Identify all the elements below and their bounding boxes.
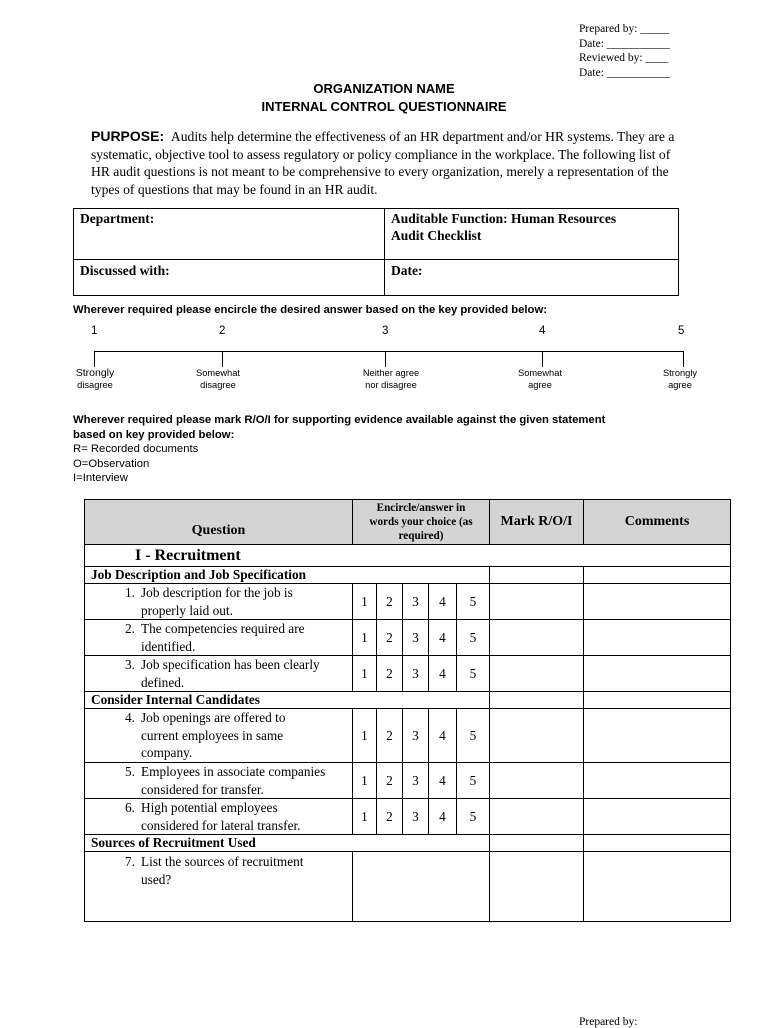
- comments-cell[interactable]: [584, 584, 731, 620]
- department-label: Department:: [80, 211, 155, 226]
- scale-tick: [222, 351, 223, 367]
- scale-number-4: 4: [539, 325, 546, 337]
- question-cell: 1. Job description for the job is properly laid out.: [85, 584, 353, 620]
- roi-instruction: Wherever required please mark R/O/I for supporting evidence available against the given statement based on key provided below:: [73, 414, 606, 441]
- key-recorded: R= Recorded documents: [73, 443, 199, 455]
- question-cell: 6. High potential employees considered for lateral transfer.: [85, 799, 353, 835]
- question-cell: 3. Job specification has been clearly defined.: [85, 656, 353, 692]
- mark-roi-cell[interactable]: [490, 709, 584, 763]
- scale-option[interactable]: 1: [353, 584, 377, 620]
- document-title: [0, 80, 768, 116]
- scale-option[interactable]: 1: [353, 656, 377, 692]
- purpose-text: Audits help determine the effectiveness of an HR department and/or HR systems. They are a systematic, objective tool to assess regulatory or policy compliance in the workplace. The following list of HR audit questions is not meant to be comprehensive to every organization, merely a representation of the types of questions that may be found in an HR audit.: [91, 129, 675, 197]
- table-row: [85, 709, 731, 763]
- discussed-with-label: Discussed with:: [80, 263, 170, 278]
- scale-option[interactable]: 4: [429, 709, 457, 763]
- scale-tick: [94, 351, 95, 367]
- questionnaire-title: INTERNAL CONTROL QUESTIONNAIRE: [261, 99, 507, 114]
- scale-option[interactable]: 2: [377, 620, 403, 656]
- footer-prepared-by: Prepared by:: [579, 1016, 638, 1028]
- scale-number-2: 2: [219, 325, 226, 337]
- mark-roi-cell[interactable]: [490, 656, 584, 692]
- section-row: [85, 567, 731, 584]
- questionnaire-table: [84, 499, 731, 922]
- scale-option[interactable]: 5: [457, 656, 490, 692]
- section-internal-candidates: Consider Internal Candidates: [85, 692, 490, 709]
- mark-roi-cell[interactable]: [490, 852, 584, 922]
- scale-tick: [683, 351, 684, 367]
- scale-option[interactable]: 2: [377, 763, 403, 799]
- reviewed-by-line: Reviewed by: ____: [579, 52, 669, 64]
- prepared-by-line: Prepared by: _____: [579, 23, 670, 35]
- question-header: Question: [85, 500, 353, 545]
- date-line: Date: ___________: [579, 37, 671, 50]
- table-row: [85, 852, 731, 922]
- encircle-header: Encircle/answer in words your choice (as required): [353, 500, 490, 545]
- scale-option[interactable]: 3: [403, 620, 429, 656]
- scale-label-3: Neither agree nor disagree: [362, 368, 420, 390]
- comments-cell[interactable]: [584, 763, 731, 799]
- scale-label-4: Somewhat agree: [518, 368, 562, 390]
- table-header-row: [85, 500, 731, 545]
- scale-option[interactable]: 4: [429, 620, 457, 656]
- scale-option[interactable]: 5: [457, 620, 490, 656]
- scale-number-1: 1: [91, 325, 98, 337]
- question-cell: 2. The competencies required are identified.: [85, 620, 353, 656]
- organization-name: ORGANIZATION NAME: [313, 81, 455, 96]
- scale-option[interactable]: 3: [403, 763, 429, 799]
- section-row: [85, 692, 731, 709]
- purpose-label: PURPOSE:: [91, 128, 165, 144]
- section-job-description: Job Description and Job Specification: [85, 567, 490, 584]
- table-row: [85, 620, 731, 656]
- table-row: [85, 584, 731, 620]
- section-recruitment-sources: Sources of Recruitment Used: [85, 835, 490, 852]
- scale-number-3: 3: [382, 325, 389, 337]
- scale-option[interactable]: 5: [457, 799, 490, 835]
- scale-option[interactable]: 2: [377, 656, 403, 692]
- part-title-row: [85, 545, 731, 567]
- scale-option[interactable]: 5: [457, 763, 490, 799]
- key-observation: O=Observation: [73, 457, 150, 470]
- scale-option[interactable]: 5: [457, 584, 490, 620]
- scale-option[interactable]: 1: [353, 620, 377, 656]
- question-cell: 7. List the sources of recruitment used?: [85, 852, 353, 922]
- scale-option[interactable]: 1: [353, 763, 377, 799]
- question-cell: 4. Job openings are offered to current employees in same company.: [85, 709, 353, 763]
- scale-option[interactable]: 2: [377, 584, 403, 620]
- auditable-function-line1: Auditable Function: Human Resources: [391, 211, 617, 226]
- section-row: [85, 835, 731, 852]
- table-row: [85, 799, 731, 835]
- comments-header: Comments: [584, 500, 731, 545]
- scale-option[interactable]: 2: [377, 799, 403, 835]
- key-interview: I=Interview: [73, 472, 128, 484]
- scale-option[interactable]: 2: [377, 709, 403, 763]
- scale-label-2: Somewhat disagree: [196, 368, 240, 390]
- encircle-instruction: Wherever required please encircle the desired answer based on the key provided below:: [73, 304, 548, 316]
- comments-cell[interactable]: [584, 709, 731, 763]
- mark-roi-cell[interactable]: [490, 584, 584, 620]
- scale-option[interactable]: 4: [429, 656, 457, 692]
- answer-cell[interactable]: [353, 852, 490, 922]
- scale-tick: [542, 351, 543, 367]
- scale-number-5: 5: [678, 325, 685, 337]
- info-date-label: Date:: [391, 263, 423, 278]
- review-date-line: Date: ___________: [579, 66, 671, 79]
- comments-cell[interactable]: [584, 620, 731, 656]
- question-cell: 5. Employees in associate companies considered for transfer.: [85, 763, 353, 799]
- auditable-function-line2: Audit Checklist: [391, 228, 482, 243]
- scale-option[interactable]: 1: [353, 709, 377, 763]
- scale-line: [94, 351, 684, 352]
- scale-option[interactable]: 3: [403, 584, 429, 620]
- scale-option[interactable]: 3: [403, 656, 429, 692]
- scale-option[interactable]: 3: [403, 709, 429, 763]
- part-title: I - Recruitment: [85, 545, 731, 567]
- audit-info-box: [73, 208, 679, 296]
- comments-cell[interactable]: [584, 852, 731, 922]
- purpose-paragraph: [91, 128, 691, 198]
- scale-label-5: Strongly agree: [662, 368, 698, 390]
- mark-roi-cell[interactable]: [490, 763, 584, 799]
- scale-option[interactable]: 3: [403, 799, 429, 835]
- auditable-function: [391, 210, 616, 244]
- scale-option[interactable]: 1: [353, 799, 377, 835]
- table-row: [85, 656, 731, 692]
- comments-cell[interactable]: [584, 799, 731, 835]
- mark-roi-header: Mark R/O/I: [490, 500, 584, 545]
- prepared-by-block: [579, 22, 670, 80]
- comments-cell[interactable]: [584, 656, 731, 692]
- roi-key: [73, 442, 198, 486]
- scale-option[interactable]: 4: [429, 799, 457, 835]
- table-row: [85, 763, 731, 799]
- scale-option[interactable]: 5: [457, 709, 490, 763]
- scale-tick: [385, 351, 386, 367]
- scale-option[interactable]: 4: [429, 584, 457, 620]
- scale-option[interactable]: 4: [429, 763, 457, 799]
- scale-label-1: Strongly disagree: [75, 367, 115, 390]
- mark-roi-cell[interactable]: [490, 620, 584, 656]
- mark-roi-cell[interactable]: [490, 799, 584, 835]
